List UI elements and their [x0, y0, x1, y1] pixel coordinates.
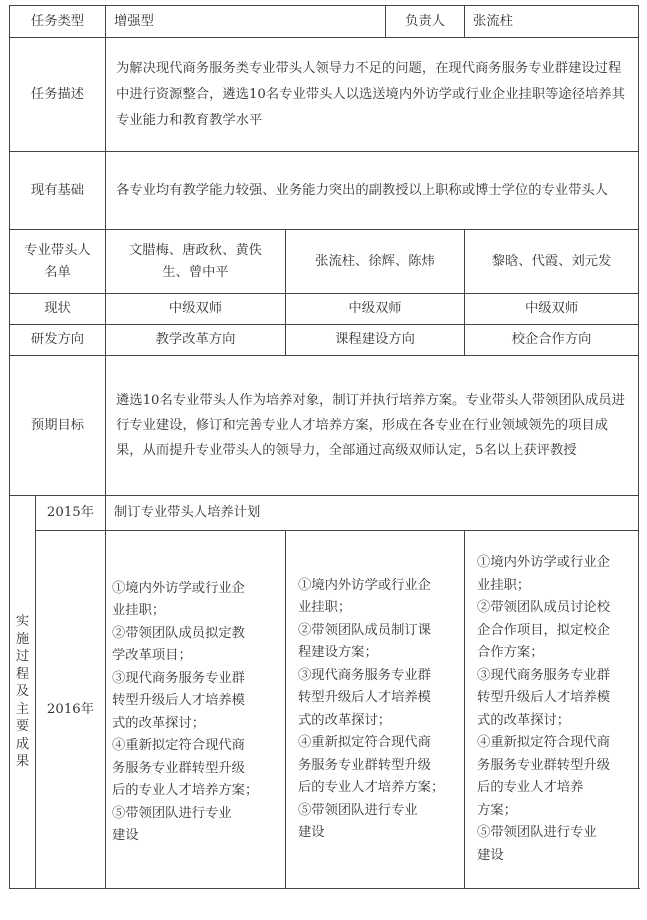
plan-line: 建设: [112, 828, 139, 843]
process-label: [10, 496, 36, 889]
leader-group-2: 张流柱、徐辉、陈炜: [286, 230, 465, 294]
process-label-char: 程: [15, 666, 30, 682]
plan-line: ⑤带领团队进行专业: [112, 805, 232, 821]
plan-line: ③现代商务服务专业群: [477, 667, 610, 683]
process-label-char: 施: [15, 631, 30, 647]
plan-line: 学改革项目；: [112, 648, 192, 663]
process-label-char: 及: [15, 684, 30, 700]
plan-2015-text: 制订专业带头人培养计划: [106, 496, 639, 531]
plan-2016-col-2: [286, 531, 465, 889]
plan-line: ④重新拟定符合现代商: [298, 735, 431, 750]
research-direction-label: 研发方向: [10, 325, 106, 356]
owner-label: 负责人: [386, 6, 465, 38]
task-description-label: 任务描述: [10, 38, 106, 152]
status-value-1: 中级双师: [106, 294, 286, 325]
owner-value: 张流柱: [465, 6, 639, 38]
plan-line: 式的改革探讨；: [298, 712, 392, 728]
process-label-char: 过: [15, 649, 30, 665]
plan-line: ②带领团队成员讨论校: [477, 600, 610, 615]
leader-list-label: 专业带头人名单: [10, 230, 106, 294]
task-type-value: 增强型: [106, 6, 386, 38]
plan-line: ③现代商务服务专业群: [298, 667, 431, 683]
plan-line: 合作方案；: [477, 645, 544, 660]
plan-line: ②带领团队成员制订课: [298, 622, 431, 638]
row-2015: [10, 496, 639, 531]
leader-group-1: 文腊梅、唐政秋、黄佚生、曾中平: [106, 230, 286, 294]
task-description-text: 为解决现代商务服务类专业带头人领导力不足的问题，在现代商务服务专业群建设过程中进行资源整合，遴选10名专业带头人以选送境内外访学或行业企业挂职等途径培养其专业能力和教育教学水平: [106, 38, 639, 152]
process-label-char: 要: [15, 719, 30, 735]
plan-line: 建设: [298, 825, 325, 840]
plan-2016-col-1: [106, 531, 286, 889]
research-direction-2: 课程建设方向: [286, 325, 465, 356]
expected-goal-label: 预期目标: [10, 356, 106, 496]
plan-line: 式的改革探讨；: [477, 712, 571, 728]
plan-line: ⑤带领团队进行专业: [477, 825, 597, 840]
process-label-char: 实: [15, 614, 30, 630]
status-label: 现状: [10, 294, 106, 325]
plan-line: 转型升级后人才培养模: [477, 690, 610, 705]
row-status: [10, 294, 639, 325]
row-task-type: [10, 6, 639, 38]
research-direction-1: 教学改革方向: [106, 325, 286, 356]
plan-line: 业挂职；: [112, 603, 166, 618]
plan-line: ①境内外访学或行业企: [477, 555, 610, 570]
plan-line: 务服务专业群转型升级: [298, 757, 431, 773]
plan-line: 方案；: [477, 802, 517, 818]
plan-line: ①境内外访学或行业企: [298, 577, 431, 593]
existing-basis-label: 现有基础: [10, 152, 106, 230]
plan-line: 后的专业人才培养方案；: [112, 783, 259, 798]
task-type-label: 任务类型: [10, 6, 106, 38]
plan-line: 企合作项目，拟定校企: [477, 622, 610, 638]
row-task-description: [10, 38, 639, 152]
row-research-direction: [10, 325, 639, 356]
row-existing-basis: [10, 152, 639, 230]
row-leader-list: [10, 230, 639, 294]
process-label-char: 成: [15, 736, 30, 752]
existing-basis-text: 各专业均有教学能力较强、业务能力突出的副教授以上职称或博士学位的专业带头人: [106, 152, 639, 230]
plan-line: ①境内外访学或行业企: [112, 580, 245, 596]
plan-line: 业挂职；: [298, 600, 352, 615]
plan-line: 务服务专业群转型升级: [477, 757, 610, 773]
plan-line: 务服务专业群转型升级: [112, 760, 245, 776]
plan-line: 后的专业人才培养方案；: [298, 780, 445, 795]
plan-line: 业挂职；: [477, 577, 531, 593]
process-label-char: 果: [15, 754, 30, 770]
process-label-char: 主: [15, 701, 30, 717]
plan-line: ④重新拟定符合现代商: [477, 735, 610, 750]
plan-line: 建设: [477, 847, 504, 863]
expected-goal-text: 遴选10名专业带头人作为培养对象，制订并执行培养方案。专业带头人带领团队成员进行专业建设，修订和完善专业人才培养方案，形成在各专业在行业领域领先的项目成果，从而提升专业带头人的领导力，全部通过高级双师认定，5名以上获评教授: [106, 356, 639, 496]
status-value-2: 中级双师: [286, 294, 465, 325]
year-2015: 2015年: [36, 496, 106, 531]
plan-line: ⑤带领团队进行专业: [298, 802, 418, 818]
plan-line: 转型升级后人才培养模: [298, 690, 431, 705]
plan-2016-col-3: [465, 531, 639, 889]
row-expected-goal: [10, 356, 639, 496]
plan-line: 式的改革探讨；: [112, 715, 206, 731]
plan-line: 转型升级后人才培养模: [112, 693, 245, 708]
year-2016: 2016年: [36, 531, 106, 889]
leader-group-3: 黎晗、代霞、刘元发: [465, 230, 639, 294]
status-value-3: 中级双师: [465, 294, 639, 325]
plan-line: ②带领团队成员拟定教: [112, 625, 245, 641]
research-direction-3: 校企合作方向: [465, 325, 639, 356]
plan-line: 程建设方案；: [298, 645, 378, 660]
plan-line: 后的专业人才培养: [477, 780, 584, 795]
task-table: [9, 5, 639, 889]
plan-line: ④重新拟定符合现代商: [112, 738, 245, 753]
plan-line: ③现代商务服务专业群: [112, 670, 245, 686]
row-2016: [10, 531, 639, 889]
